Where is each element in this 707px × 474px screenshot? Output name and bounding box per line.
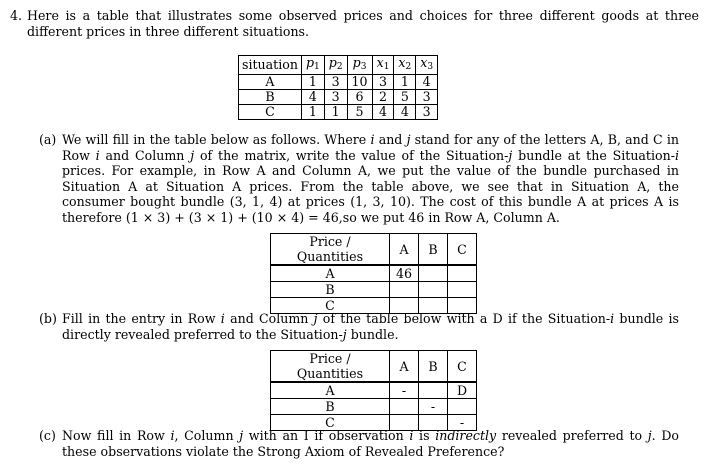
table-header-cell: $p_2$ — [324, 56, 347, 75]
table-header-row — [271, 234, 477, 266]
table-header-cell: $x_3$ — [416, 56, 438, 75]
table-cell — [448, 399, 477, 415]
table-cell: C — [239, 105, 302, 120]
table-header-row — [271, 351, 477, 383]
table-cell: B — [271, 282, 390, 298]
table-header-cell: $p_3$ — [347, 56, 372, 75]
question-number: 4. — [10, 8, 23, 23]
part-a-label: (a) — [39, 132, 57, 147]
table-cell: 1 — [324, 105, 347, 120]
table-cell: 3 — [416, 90, 438, 105]
table-cell: 3 — [372, 75, 394, 90]
table-header-cell: A — [390, 351, 419, 383]
table-cell: A — [271, 265, 390, 282]
table-header-cell: B — [419, 351, 448, 383]
table-cell: C — [271, 415, 390, 431]
bundle-value-table — [270, 233, 477, 314]
table-cell: 10 — [347, 75, 372, 90]
table-row — [271, 382, 477, 399]
table-cell: 4 — [301, 90, 324, 105]
table-cell: 6 — [347, 90, 372, 105]
table-cell — [448, 265, 477, 282]
table-cell: 46 — [390, 265, 419, 282]
table-row — [239, 105, 438, 120]
table-header-cell: C — [448, 234, 477, 266]
table-cell — [419, 265, 448, 282]
table-cell: B — [271, 399, 390, 415]
table-cell: - — [448, 415, 477, 431]
table-cell: 5 — [347, 105, 372, 120]
table-row — [239, 75, 438, 90]
table-cell: 5 — [394, 90, 416, 105]
table-cell: 4 — [416, 75, 438, 90]
table-row — [271, 282, 477, 298]
table-row — [239, 90, 438, 105]
table-header-cell: Price / Quantities — [271, 234, 390, 266]
part-a-text: We will fill in the table below as follows. Where i and j stand for any of the letters A, B, and C in Row i and Column j of the matrix, write the value of the Situation-j bundle at the Situation-i prices. For example, in Row A and Column A, we put the value of the bundle purchased in Situation A at Situation A prices. From the table above, we see that in Situation A, the consumer bought bundle (3, 1, 4) at prices (1, 3, 10). The cost of this bundle A at prices A is therefore (1 × 3) + (3 × 1) + (10 × 4) = 46,so we put 46 in Row A, Column A. — [62, 132, 680, 225]
table-cell: 4 — [372, 105, 394, 120]
table-header-cell: $p_1$ — [301, 56, 324, 75]
table-header-cell: $x_1$ — [372, 56, 394, 75]
table-cell — [419, 282, 448, 298]
part-c-label: (c) — [39, 428, 56, 443]
part-b — [39, 311, 679, 342]
question-intro: Here is a table that illustrates some observed prices and choices for three different goods at three different prices in three different situations. — [27, 8, 699, 39]
table-cell: 1 — [301, 105, 324, 120]
table-row — [271, 399, 477, 415]
table-cell: - — [419, 399, 448, 415]
table-cell: D — [448, 382, 477, 399]
table-cell: 3 — [324, 90, 347, 105]
part-c-text: Now fill in Row i, Column j with an I if observation i is indirectly revealed preferred to j. Do these observations violate the Strong Axiom of Revealed Preference? — [62, 428, 679, 459]
table-cell: A — [271, 382, 390, 399]
table-cell: - — [390, 382, 419, 399]
table-header-cell: Price / Quantities — [271, 351, 390, 383]
table-header-cell: A — [390, 234, 419, 266]
observations-table — [238, 55, 438, 120]
table-cell: 1 — [301, 75, 324, 90]
table-cell — [390, 282, 419, 298]
table-header-cell: C — [448, 351, 477, 383]
table-cell: 3 — [416, 105, 438, 120]
table-cell: 1 — [394, 75, 416, 90]
table-cell: A — [239, 75, 302, 90]
table-cell: B — [239, 90, 302, 105]
table-cell: 3 — [324, 75, 347, 90]
table-cell — [390, 399, 419, 415]
table-row — [271, 265, 477, 282]
table-header-cell: $x_2$ — [394, 56, 416, 75]
revealed-preference-table — [270, 350, 477, 431]
part-b-label: (b) — [39, 311, 57, 326]
table-cell — [448, 282, 477, 298]
table-cell: 4 — [394, 105, 416, 120]
table-cell — [419, 382, 448, 399]
table-cell: C — [271, 298, 390, 314]
part-b-text: Fill in the entry in Row i and Column j of the table below with a D if the Situation-i bundle is directly revealed preferred to the Situation-j bundle. — [62, 311, 679, 342]
part-c — [39, 428, 679, 459]
table-header-cell: B — [419, 234, 448, 266]
table-cell: 2 — [372, 90, 394, 105]
table-header-row — [239, 56, 438, 75]
table-header-cell: situation — [239, 56, 302, 75]
part-a — [39, 132, 680, 225]
